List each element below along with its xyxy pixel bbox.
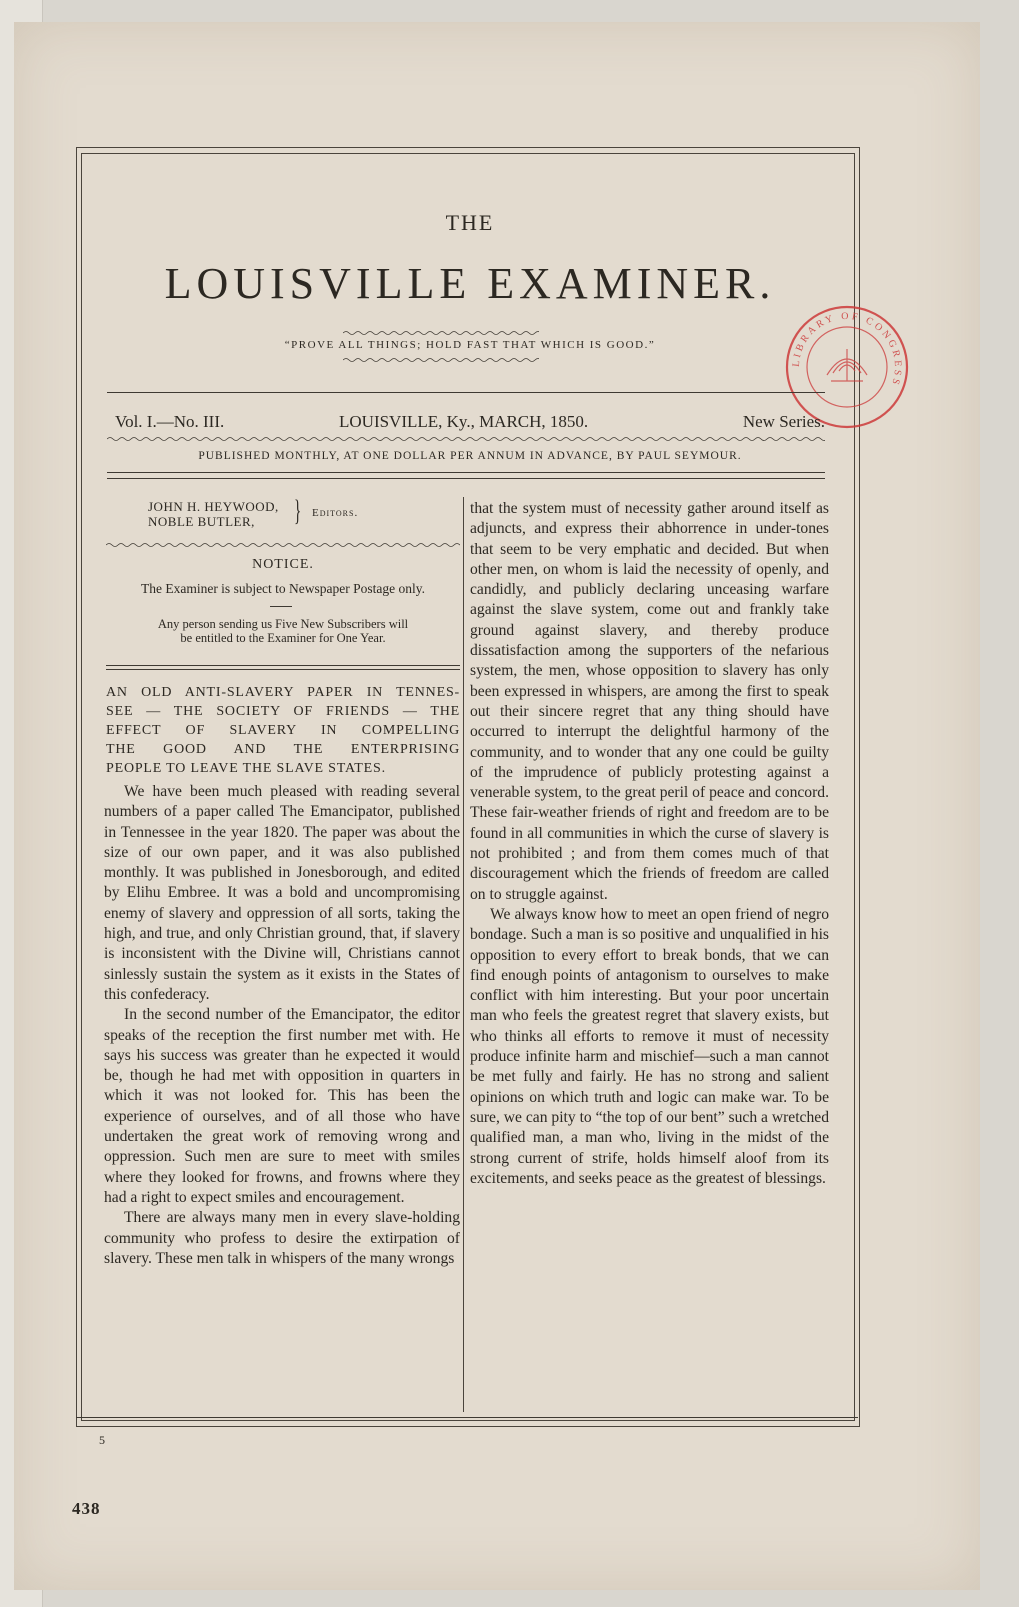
volume-number: Vol. I.—No. III. xyxy=(115,412,225,431)
notice-heading: NOTICE. xyxy=(252,557,314,572)
folio-number: 438 xyxy=(72,1499,101,1518)
left-column-text xyxy=(104,782,460,1269)
publication-info: PUBLISHED MONTHLY, AT ONE DOLLAR PER ANNUM IN ADVANCE, BY PAUL SEYMOUR. xyxy=(198,450,742,462)
ornament-wave-editors xyxy=(106,542,460,548)
rule-above-issue xyxy=(107,392,825,393)
issue-line xyxy=(115,412,825,434)
notice-postage: The Examiner is subject to Newspaper Postage only. xyxy=(140,581,426,596)
paragraph: that the system must of necessity gather around itself as adjuncts, and express their abhorrence in under-tones that seem to be very emphatic and decided. But when other men, on whom is laid the necessity of openly, and candidly, and publicly declaring unceasing warfare against the slave system, come out and frankly take ground against slavery, and thereby produce dissatisfaction among the supporters of the nefarious system, the men, whose opposition to slavery has only been expressed in whispers, are among the first to speak out their sincere regret that any thing should have occurred to interrupt the delightful harmony of the community, and to wonder that any one could be guilty of the imprudence of publicly protesting against a venerable system, to the great peril of peace and concord. These fair-weather friends of right and freedom are to be found in all communities in which the curse of slavery is not prohibited ; and from them comes much of that discouragement which the friends of freedom are called on to struggle against. xyxy=(470,500,829,903)
paragraph: In the second number of the Emancipator, the editor speaks of the reception the first number met with. He says his success was greater than he expected it would be, though he had met with opposition in quarters in which it was not looked for. This has been the experience of ourselves, and of all those who have undertaken the great work of removing wrong and oppression. Such men are sure to meet with smiles where they looked for frowns, and frowns where they had a right to expect smiles and encouragement. xyxy=(104,1006,460,1206)
column-divider xyxy=(463,497,464,1412)
newspaper-title: LOUISVILLE EXAMINER. xyxy=(164,259,776,308)
motto: “PROVE ALL THINGS; HOLD FAST THAT WHICH IS GOOD.” xyxy=(284,339,656,351)
series-label: New Series. xyxy=(742,412,825,431)
page-number: 5 xyxy=(99,1433,105,1447)
article-heading-line: AN OLD ANTI-SLAVERY PAPER IN TENNES- xyxy=(106,685,460,700)
notice-subscribers-1: Any person sending us Five New Subscribers will xyxy=(157,617,409,631)
rule-above-heading-1 xyxy=(106,665,460,666)
ornament-wave-issue xyxy=(107,436,825,442)
svg-text:LIBRARY OF CONGRESS: LIBRARY OF CONGRESS xyxy=(790,310,904,389)
notice-subscribers-2: be entitled to the Examiner for One Year. xyxy=(180,631,386,645)
article-heading-line: SEE — THE SOCIETY OF FRIENDS — THE xyxy=(106,704,460,719)
editor-name: JOHN H. HEYWOOD, xyxy=(148,499,279,514)
ornament-wave-bottom xyxy=(343,357,539,363)
editor-names xyxy=(148,499,279,529)
rule-below-published-1 xyxy=(107,472,825,473)
article-heading-line: THE GOOD AND THE ENTERPRISING xyxy=(106,742,460,757)
right-column-text xyxy=(470,499,829,1189)
paragraph: We have been much pleased with reading several numbers of a paper called The Emancipator, published in Tennessee in the year 1820. The paper was about the size of our own paper, and it was also published monthly. It was published in Jonesborough, and edited by Elihu Embree. It was a bold and uncompromising enemy of slavery and oppression of all sorts, taking the high, and true, and only Christian ground, that, if slavery is inconsistent with the Divine will, Christians cannot sinlessly sustain the system as it exists in the States of this confederacy. xyxy=(104,783,460,1003)
paragraph: We always know how to meet an open friend of negro bondage. Such a man is so positive and unqualified in his opposition to every effort to break bonds, that we can find enough points of antagonism to ourselves to make conflict with him interesting. But your poor uncertain man who feels the greatest regret that slavery exists, but who thinks all efforts to remove it must of necessity produce infinite harm and mischief—such a man cannot be met fully and fairly. He has no strong and salient opinions on which truth and logic can make war. To be sure, we can pity to “the top of our bent” such a wretched qualified man, a man who, living in the midst of the strong current of strife, holds himself aloof from its excitements, and seeks peace as the greatest of blessings. xyxy=(470,905,829,1187)
article-heading-line: PEOPLE TO LEAVE THE SLAVE STATES. xyxy=(106,761,386,776)
paragraph: There are always many men in every slave-holding community who profess to desire the extirpation of slavery. These men talk in whispers of the many wrongs xyxy=(104,1209,460,1267)
rule-bottom xyxy=(76,1417,858,1418)
editors-label: Editors. xyxy=(312,507,359,519)
article-heading xyxy=(106,683,460,778)
place-and-date: LOUISVILLE, Ky., MARCH, 1850. xyxy=(339,412,589,431)
rule-above-heading-2 xyxy=(106,669,460,670)
rule-below-published-2 xyxy=(107,478,825,479)
ornament-wave-top xyxy=(343,330,539,336)
brace-glyph: } xyxy=(294,494,302,527)
editor-name: NOBLE BUTLER, xyxy=(148,514,255,529)
article-heading-line: EFFECT OF SLAVERY IN COMPELLING xyxy=(106,723,460,738)
notice-divider xyxy=(270,606,292,607)
masthead-the: THE xyxy=(445,210,495,235)
